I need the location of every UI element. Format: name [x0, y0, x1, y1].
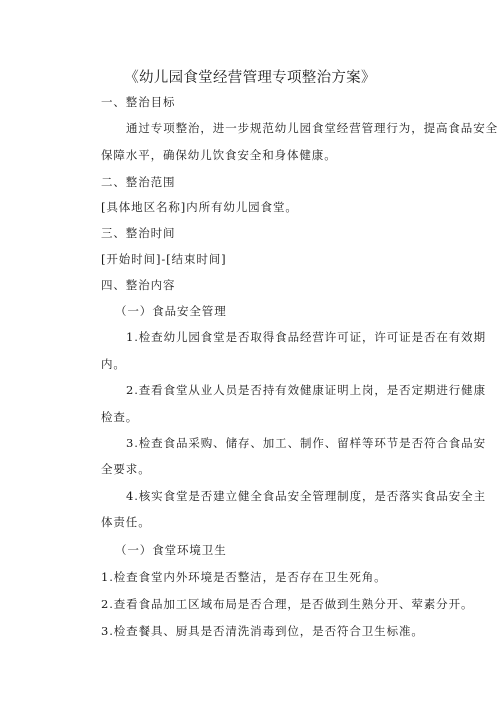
list-item-line: 4.核实食堂是否建立健全食品安全管理制度，是否落实食品安全主	[126, 489, 486, 503]
section-heading-scope: 二、整治范围	[101, 175, 176, 189]
subsection-heading-hygiene: （一）食堂环境卫生	[115, 543, 227, 557]
document-title: 《幼儿园食堂经营管理专项整治方案》	[124, 70, 376, 86]
list-item-line: 2.查看食品加工区域布局是否合理，是否做到生熟分开、荤素分开。	[101, 597, 474, 611]
paragraph-line: [开始时间]-[结束时间]	[101, 252, 227, 266]
list-item-line: 全要求。	[101, 462, 151, 476]
list-item-line: 2.查看食堂从业人员是否持有效健康证明上岗，是否定期进行健康	[126, 383, 486, 397]
list-item-line: 3.检查食品采购、储存、加工、制作、留样等环节是否符合食品安	[126, 436, 486, 450]
list-item-line: 内。	[101, 357, 126, 371]
section-heading-content: 四、整治内容	[101, 278, 176, 292]
section-heading-time: 三、整治时间	[101, 226, 176, 240]
list-item-line: 1.检查食堂内外环境是否整洁，是否存在卫生死角。	[101, 570, 387, 584]
paragraph-line: 保障水平，确保幼儿饮食安全和身体健康。	[101, 148, 337, 162]
list-item-line: 检查。	[101, 410, 139, 424]
list-item-line: 体责任。	[101, 515, 151, 529]
paragraph-line: 通过专项整治，进一步规范幼儿园食堂经营管理行为，提高食品安全	[126, 121, 498, 135]
section-heading-goal: 一、整治目标	[101, 95, 176, 109]
list-item-line: 3.检查餐具、厨具是否清洗消毒到位，是否符合卫生标准。	[101, 624, 424, 638]
list-item-line: 1.检查幼儿园食堂是否取得食品经营许可证，许可证是否在有效期	[126, 330, 486, 344]
subsection-heading-food-safety: （一）食品安全管理	[115, 304, 227, 318]
paragraph-line: [具体地区名称]内所有幼儿园食堂。	[101, 200, 298, 214]
